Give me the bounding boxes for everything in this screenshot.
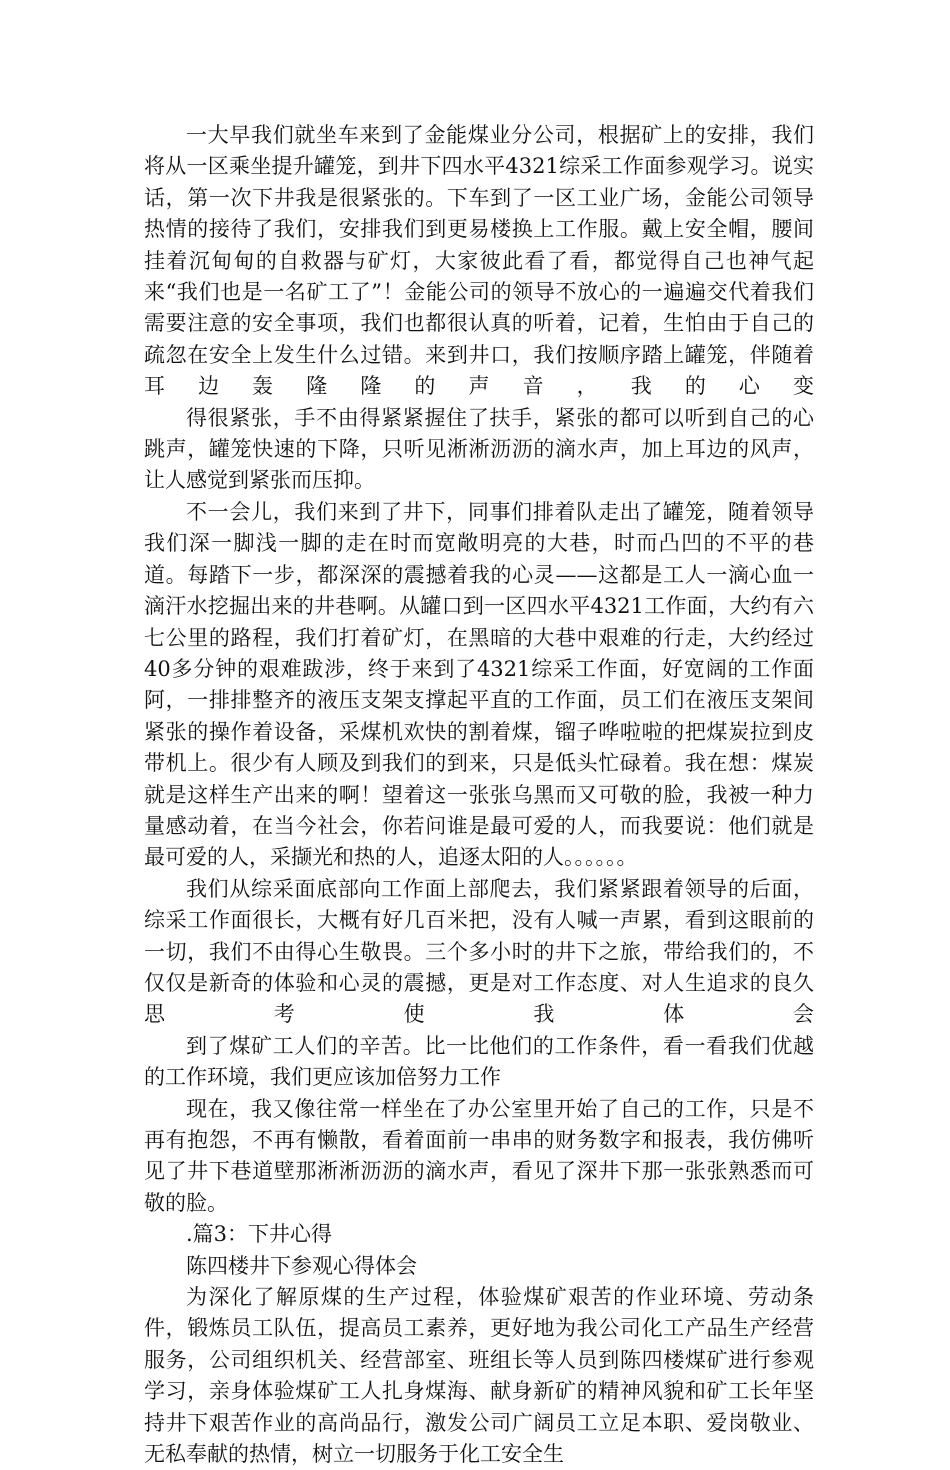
paragraph-climb: 我们从综采面底部向工作面上部爬去，我们紧紧跟着领导的后面，综采工作面很长，大概有好几百米把，没有人喊一声累，看到这眼前的一切，我们不由得心生敬畏。三个多小时的井下之旅，带给我们的，不仅仅是新奇的体验和心灵的震撼，更是对工作态度、对人生追求的良久思考使我体会 bbox=[144, 876, 814, 1027]
paragraph-descent: 得很紧张，手不由得紧紧握住了扶手，紧张的都可以听到自己的心跳声，罐笼快速的下降，只听见淅淅沥沥的滴水声，加上耳边的风声，让人感觉到紧张而压抑。 bbox=[144, 405, 814, 493]
paragraph-office: 现在，我又像往常一样坐在了办公室里开始了自己的工作，只是不再有抱怨，不再有懒散，看着面前一串串的财务数字和报表，我仿佛听见了井下巷道壁那淅淅沥沥的滴水声，看见了深井下那一张张熟悉而可敬的脸。 bbox=[144, 1096, 814, 1215]
paragraph-reflection: 到了煤矿工人们的辛苦。比一比他们的工作条件，看一看我们优越的工作环境，我们更应该加倍努力工作 bbox=[144, 1033, 814, 1090]
section-title: 陈四楼井下参观心得体会 bbox=[186, 1253, 417, 1278]
paragraph-underground: 不一会儿，我们来到了井下，同事们排着队走出了罐笼，随着领导我们深一脚浅一脚的走在时而宽敞明亮的大巷，时而凸凹的不平的巷道。每踏下一步，都深深的震撼着我的心灵——这都是工人一滴心血一滴汗水挖掘出来的井巷啊。从罐口到一区四水平4321工作面，大约有六七公里的路程，我们打着矿灯，在黑暗的大巷中艰难的行走，大约经过40多分钟的艰难跋涉，终于来到了4321综采工作面，好宽阔的工作面阿，一排排整齐的液压支架支撑起平直的工作面，员工们在液压支架间紧张的操作着设备，采煤机欢快的割着煤，镏子哗啦啦的把煤炭拉到皮带机上。很少有人顾及到我们的到来，只是低头忙碌着。我在想：煤炭就是这样生产出来的啊！望着这一张张乌黑而又可敬的脸，我被一种力量感动着，在当今社会，你若问谁是最可爱的人，而我要说：他们就是最可爱的人，采撷光和热的人，追逐太阳的人。。。。。。 bbox=[144, 499, 814, 870]
document-body bbox=[144, 120, 814, 1470]
section-heading: .篇3：下井心得 bbox=[186, 1222, 333, 1247]
paragraph-arrival: 一大早我们就坐车来到了金能煤业分公司，根据矿上的安排，我们将从一区乘坐提升罐笼，到井下四水平4321综采工作面参观学习。说实话，第一次下井我是很紧张的。下车到了一区工业广场，金能公司领导热情的接待了我们，安排我们到更易楼换上工作服。戴上安全帽，腰间挂着沉甸甸的自救器与矿灯，大家彼此看了看，都觉得自己也神气起来“我们也是一名矿工了”！金能公司的领导不放心的一遍遍交代着我们需要注意的安全事项，我们也都很认真的听着，记着，生怕由于自己的疏忽在安全上发生什么过错。来到井口，我们按顺序踏上罐笼，伴随着耳边轰隆隆的声音，我的心变 bbox=[144, 123, 814, 399]
paragraph-visit-purpose: 为深化了解原煤的生产过程，体验煤矿艰苦的作业环境、劳动条件，锻炼员工队伍，提高员工素养，更好地为我公司化工产品生产经营服务，公司组织机关、经营部室、班组长等人员到陈四楼煤矿进行参观学习，亲身体验煤矿工人扎身煤海、献身新矿的精神风貌和矿工长年坚持井下艰苦作业的高尚品行，激发公司广阔员工立足本职、爱岗敬业、无私奉献的热情，树立一切服务于化工安全生 bbox=[144, 1285, 814, 1467]
